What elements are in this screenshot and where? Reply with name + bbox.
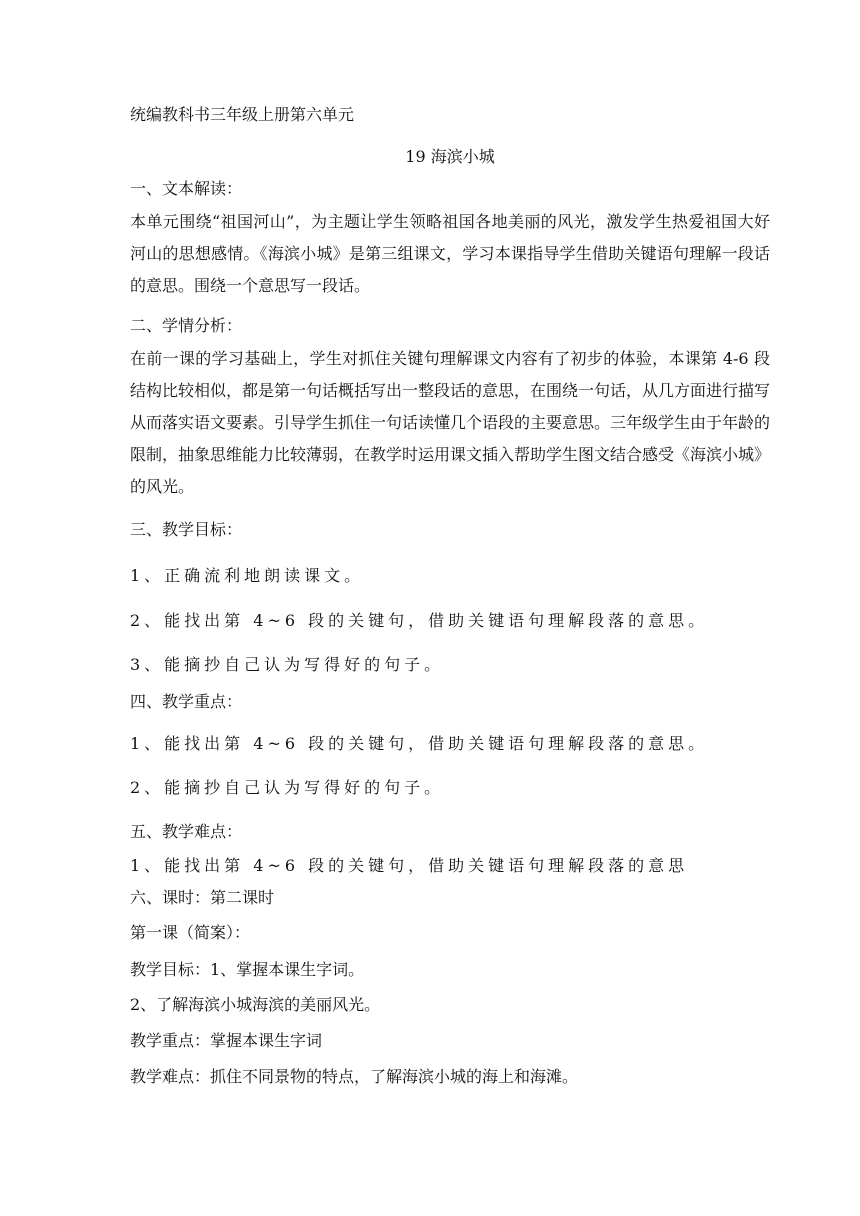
- objective-item: 3、能摘抄自己认为写得好的句子。: [130, 655, 445, 674]
- section-6-heading: 六、课时：第二课时: [130, 888, 275, 907]
- objective-item: 2、能找出第 4~6 段的关键句，借助关键语句理解段落的意思。: [130, 611, 709, 630]
- section-2-text: 在前一课的学习基础上，学生对抓住关键句理解课文内容有了初步的体验，本课第 4-6 段结构比较相似，都是第一句话概括写出一整段话的意思，在围绕一句话，从几方面进行描写从而落实语文要素。引导学生抓住一句话读懂几个语段的主要意思。三年级学生由于年龄的限制，抽象思维能力比较薄弱，在教学时运用课文插入帮助学生图文结合感受《海滨小城》的风光。: [130, 349, 771, 496]
- section-1-text: 本单元围绕“祖国河山”，为主题让学生领略祖国各地美丽的风光，激发学生热爱祖国大好河山的思想感情。《海滨小城》是第三组课文，学习本课指导学生借助关键语句理解一段话的意思。围绕一个意思写一段话。: [130, 212, 770, 295]
- key-point-item: 2、能摘抄自己认为写得好的句子。: [130, 778, 445, 797]
- lesson-difficulty: 教学难点：抓住不同景物的特点，了解海滨小城的海上和海滩。: [130, 1067, 579, 1086]
- section-4-heading: 四、教学重点：: [130, 692, 243, 711]
- lesson-key-point: 教学重点：掌握本课生字词: [130, 1031, 323, 1050]
- lesson-goal-line: 教学目标：1、掌握本课生字词。: [130, 960, 365, 979]
- key-point-item: 1、能找出第 4~6 段的关键句，借助关键语句理解段落的意思。: [130, 734, 709, 753]
- document-header: 统编教科书三年级上册第六单元: [130, 105, 355, 124]
- lesson-title: 19 海滨小城: [405, 147, 495, 166]
- difficulty-item: 1、能找出第 4~6 段的关键句，借助关键语句理解段落的意思: [130, 856, 689, 875]
- section-5-heading: 五、教学难点：: [130, 822, 243, 841]
- section-2-heading: 二、学情分析：: [130, 316, 243, 335]
- section-7-heading: 第一课（简案）：: [130, 923, 251, 942]
- objective-item: 1、正确流利地朗读课文。: [130, 566, 365, 585]
- section-1-heading: 一、文本解读：: [130, 179, 243, 198]
- lesson-goal-line: 2、了解海滨小城海滨的美丽风光。: [130, 995, 381, 1014]
- section-3-heading: 三、教学目标：: [130, 520, 243, 539]
